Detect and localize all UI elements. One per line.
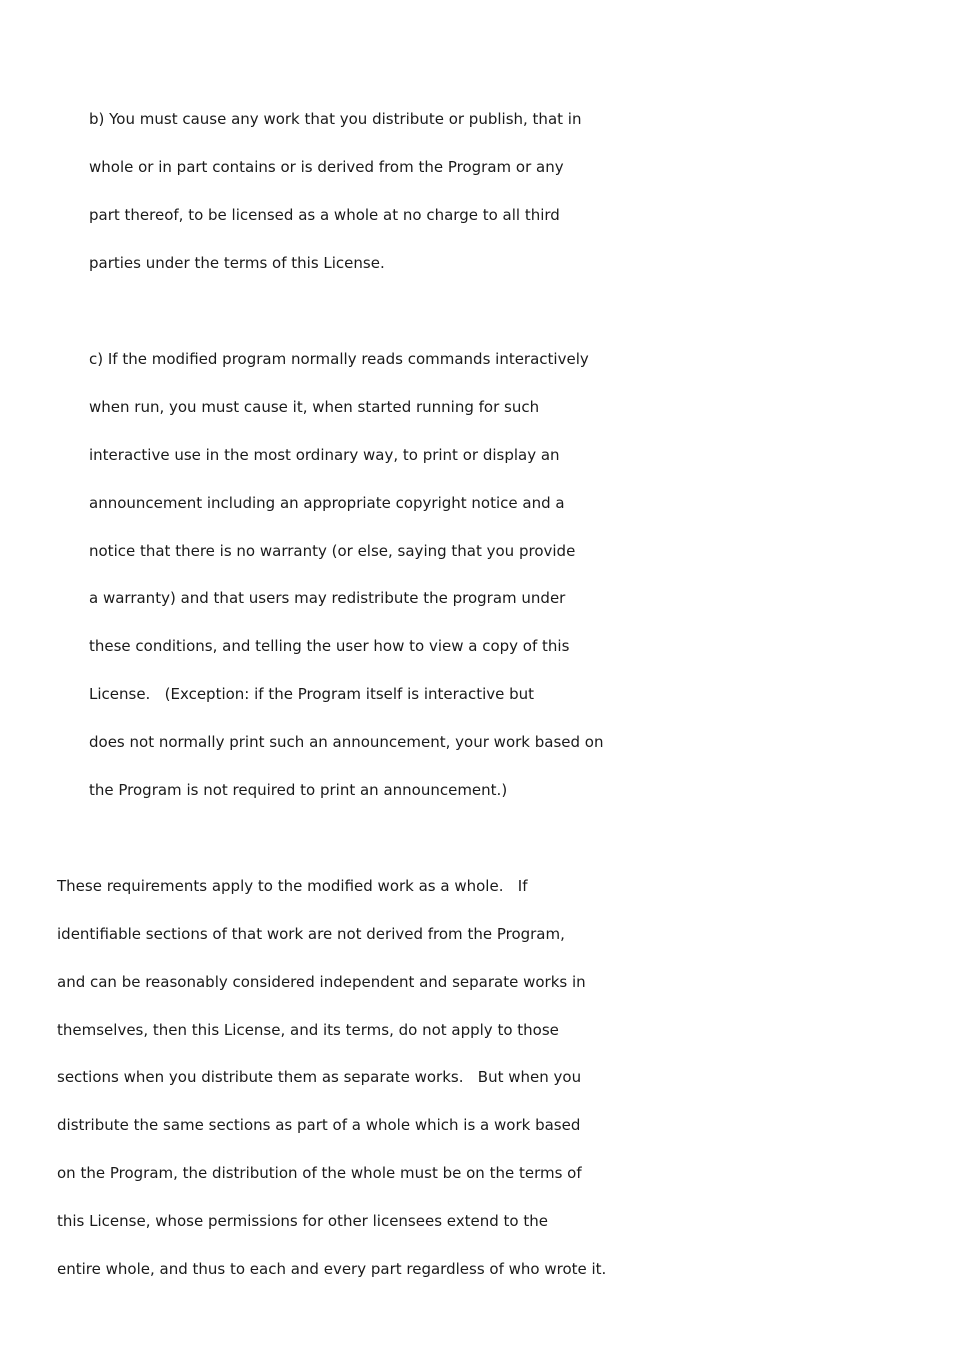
- text-line: part thereof, to be licensed as a whole at no charge to all third: [89, 206, 560, 224]
- text-line: sections when you distribute them as separate works. But when you: [57, 1068, 582, 1086]
- text-line: distribute the same sections as part of a whole which is a work based: [57, 1116, 581, 1134]
- text-line: themselves, then this License, and its terms, do not apply to those: [57, 1021, 559, 1039]
- text-line: parties under the terms of this License.: [89, 254, 385, 272]
- text-line: c) If the modified program normally reads commands interactively: [89, 350, 589, 368]
- text-line: announcement including an appropriate copyright notice and a: [89, 494, 565, 512]
- text-line: notice that there is no warranty (or else, saying that you provide: [89, 542, 576, 560]
- text-line: and can be reasonably considered independent and separate works in: [57, 973, 586, 991]
- text-line: interactive use in the most ordinary way, to print or display an: [89, 446, 560, 464]
- text-line: These requirements apply to the modified work as a whole. If: [57, 877, 528, 895]
- text-line: whole or in part contains or is derived from the Program or any: [89, 158, 564, 176]
- text-line: a warranty) and that users may redistribute the program under: [89, 589, 566, 607]
- text-line: the Program is not required to print an announcement.): [89, 781, 508, 799]
- text-line: identifiable sections of that work are not derived from the Program,: [57, 925, 565, 943]
- text-line: these conditions, and telling the user how to view a copy of this: [89, 637, 570, 655]
- text-line: when run, you must cause it, when started running for such: [89, 398, 540, 416]
- text-line: on the Program, the distribution of the whole must be on the terms of: [57, 1164, 582, 1182]
- text-line: entire whole, and thus to each and every part regardless of who wrote it.: [57, 1260, 607, 1278]
- text-line: License. (Exception: if the Program itself is interactive but: [89, 685, 535, 703]
- text-line: does not normally print such an announcement, your work based on: [89, 733, 604, 751]
- text-line: this License, whose permissions for other licensees extend to the: [57, 1212, 548, 1230]
- text-line: b) You must cause any work that you distribute or publish, that in: [89, 110, 582, 128]
